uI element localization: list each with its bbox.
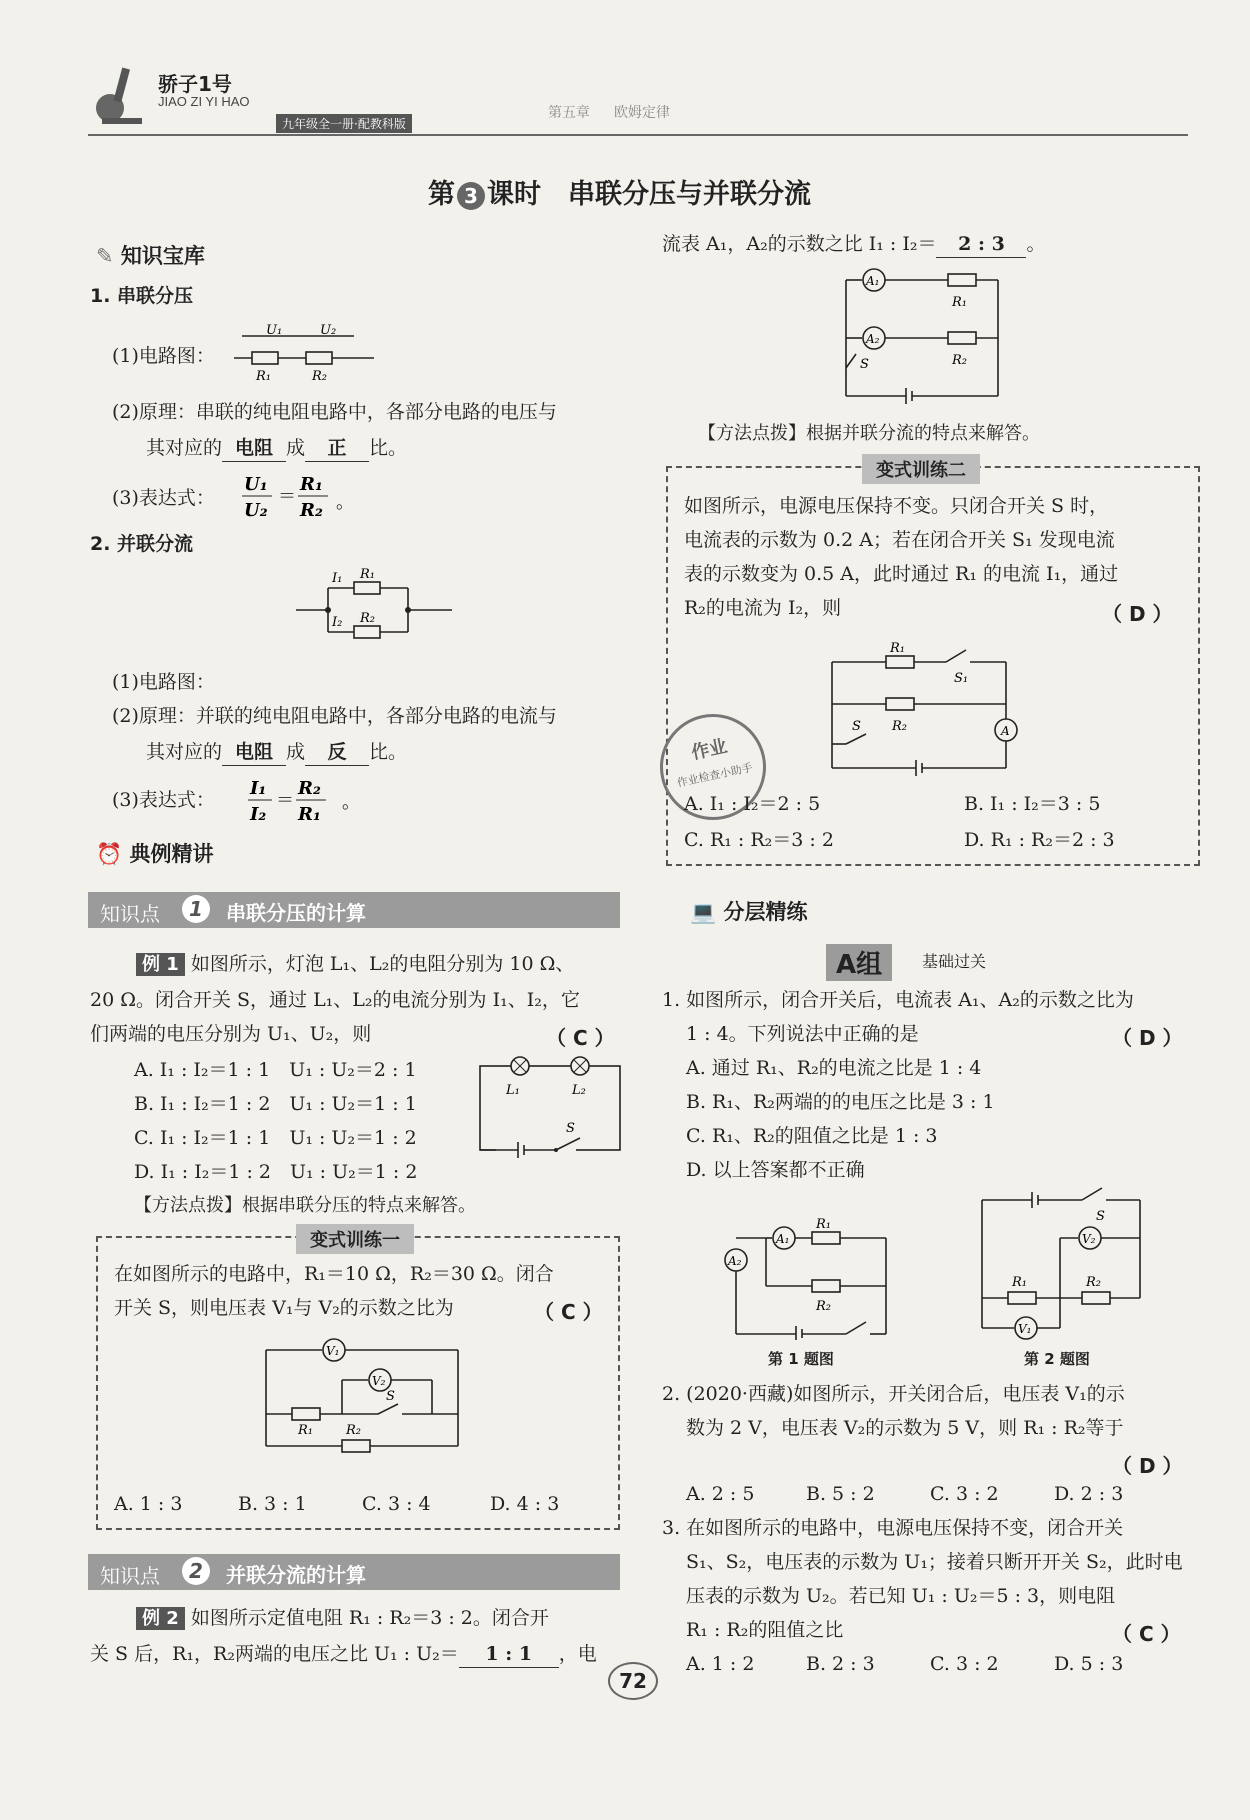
svg-text:S: S <box>1096 1209 1105 1224</box>
variant2-line3: 表的示数变为 0.5 A，此时通过 R₁ 的电流 I₁，通过 <box>684 563 1119 585</box>
example1-option-c: C. I₁ : I₂＝1 : 1 U₁ : U₂＝1 : 2 <box>134 1127 417 1149</box>
q1-option-c: C. R₁、R₂的阻值之比是 1 : 3 <box>686 1125 938 1147</box>
section-knowledge: ✎ 知识宝库 <box>96 244 205 268</box>
svg-text:V₂: V₂ <box>1082 1232 1096 1246</box>
example1-option-b: B. I₁ : I₂＝1 : 2 U₁ : U₂＝1 : 1 <box>134 1093 417 1115</box>
chapter-label: 第五章 欧姆定律 <box>548 105 670 121</box>
example1-line1: 例 1 如图所示，灯泡 L₁、L₂的电阻分别为 10 Ω、 <box>136 952 574 977</box>
series-principle-line2: 其对应的 电阻 成 正 比。 <box>146 436 407 462</box>
svg-text:R₂: R₂ <box>892 719 907 734</box>
q2-line2: 数为 2 V，电压表 V₂的示数为 5 V，则 R₁ : R₂等于 <box>686 1417 1124 1439</box>
brand-name: 骄子1号 <box>158 72 232 96</box>
variant2-option-c: C. R₁ : R₂＝3 : 2 <box>684 829 834 851</box>
microscope-logo-icon <box>88 64 150 126</box>
q3-option-d: D. 5 : 3 <box>1054 1653 1124 1675</box>
parallel-principle-line1: (2)原理：并联的纯电阻电路中，各部分电路的电流与 <box>112 705 557 727</box>
q2-option-c: C. 3 : 2 <box>930 1483 999 1505</box>
svg-text:I₁: I₁ <box>332 571 343 586</box>
variant1-option-c: C. 3 : 4 <box>362 1493 431 1515</box>
series-expression-label: (3)表达式： <box>112 487 215 509</box>
svg-text:U₁: U₁ <box>244 474 268 495</box>
q1-circuit-diagram <box>716 1210 896 1340</box>
svg-text:L₂: L₂ <box>572 1083 586 1098</box>
group-a-subtitle: 基础过关 <box>922 952 987 971</box>
group-a-badge: A组 <box>826 944 892 981</box>
svg-text:R₁: R₁ <box>300 474 323 495</box>
q3-answer: （ C ） <box>1112 1622 1181 1646</box>
svg-text:V₁: V₁ <box>1018 1322 1032 1336</box>
item-series-diagram-label: (1)电路图： <box>112 345 215 367</box>
q2-option-b: B. 5 : 2 <box>806 1483 875 1505</box>
variant2-option-a: A. I₁ : I₂＝2 : 5 <box>684 793 821 815</box>
svg-text:S: S <box>860 357 869 372</box>
q2-circuit-diagram <box>972 1180 1152 1340</box>
q3-option-a: A. 1 : 2 <box>686 1653 755 1675</box>
variant2-line1: 如图所示，电源电压保持不变。只闭合开关 S 时， <box>684 495 1109 517</box>
svg-text:L₁: L₁ <box>506 1083 520 1098</box>
variant-training-2-tag: 变式训练二 <box>862 454 980 484</box>
item-parallel: 2. 并联分流 <box>90 533 194 555</box>
method-tip-1: 【方法点拨】根据串联分压的特点来解答。 <box>134 1195 476 1216</box>
section-examples: ⏰ 典例精讲 <box>96 842 214 866</box>
svg-text:A₁: A₁ <box>776 1232 790 1246</box>
page-number: 72 <box>608 1662 658 1700</box>
svg-text:R₂: R₂ <box>816 1299 831 1314</box>
q3-line2: S₁、S₂，电压表的示数为 U₁；接着只断开开关 S₂，此时电 <box>686 1551 1183 1573</box>
example2-line1: 例 2 如图所示定值电阻 R₁ : R₂＝3 : 2。闭合开 <box>136 1606 549 1631</box>
svg-text:。: 。 <box>342 792 360 813</box>
variant2-line2: 电流表的示数为 0.2 A；若在闭合开关 S₁ 发现电流 <box>684 529 1115 551</box>
svg-text:I₂: I₂ <box>250 804 267 825</box>
q3-line3: 压表的示数为 U₂。若已知 U₁ : U₂＝5 : 3，则电阻 <box>686 1585 1116 1607</box>
q2-option-d: D. 2 : 3 <box>1054 1483 1124 1505</box>
variant1-option-d: D. 4 : 3 <box>490 1493 560 1515</box>
svg-text:R₁: R₁ <box>890 641 905 656</box>
q1-option-a: A. 通过 R₁、R₂的电流之比是 1 : 4 <box>686 1057 982 1079</box>
svg-text:R₂: R₂ <box>1086 1275 1101 1290</box>
q2-figure-caption: 第 2 题图 <box>1024 1350 1090 1368</box>
variant2-option-b: B. I₁ : I₂＝3 : 5 <box>964 793 1101 815</box>
svg-text:R₂: R₂ <box>952 353 967 368</box>
variant2-option-d: D. R₁ : R₂＝2 : 3 <box>964 829 1115 851</box>
svg-text:R₁: R₁ <box>298 1423 313 1438</box>
lesson-title: 第 3 课时 串联分压与并联分流 <box>428 179 811 210</box>
variant2-answer: （ D ） <box>1102 602 1173 626</box>
variant-training-1-tag: 变式训练一 <box>296 1224 414 1254</box>
section-practice: 💻 分层精练 <box>690 900 808 924</box>
svg-text:。: 。 <box>336 492 354 513</box>
method-tip-2: 【方法点拨】根据并联分流的特点来解答。 <box>698 423 1040 444</box>
q2-answer: （ D ） <box>1112 1454 1183 1478</box>
svg-text:A₂: A₂ <box>728 1254 742 1268</box>
svg-text:U₁: U₁ <box>266 323 283 338</box>
svg-text:＝: ＝ <box>278 486 296 507</box>
series-circuit-diagram <box>234 322 384 384</box>
svg-text:R₁: R₁ <box>952 295 967 310</box>
svg-text:S: S <box>566 1121 575 1136</box>
example2-line2: 关 S 后，R₁，R₂两端的电压之比 U₁ : U₂＝ 1 : 1 ，电 <box>90 1642 597 1668</box>
homework-stamp: 作业 作业检查小助手 <box>650 704 776 830</box>
q3-line1: 3. 在如图所示的电路中，电源电压保持不变，闭合开关 <box>662 1517 1124 1539</box>
svg-text:R₂: R₂ <box>298 778 321 799</box>
example1-option-d: D. I₁ : I₂＝1 : 2 U₁ : U₂＝1 : 2 <box>134 1161 418 1183</box>
parallel-circuit-diagram <box>296 566 456 650</box>
svg-text:R₁: R₁ <box>360 567 375 582</box>
svg-text:R₁: R₁ <box>256 369 271 384</box>
series-principle-line1: (2)原理：串联的纯电阻电路中，各部分电路的电压与 <box>112 401 557 423</box>
variant1-option-a: A. 1 : 3 <box>114 1493 183 1515</box>
q1-answer: （ D ） <box>1112 1026 1183 1050</box>
example1-circuit-diagram <box>476 1056 626 1160</box>
brand-english: JIAO ZI YI HAO <box>158 94 250 109</box>
svg-text:R₁: R₁ <box>1012 1275 1027 1290</box>
q3-line4: R₁ : R₂的阻值之比 <box>686 1619 844 1641</box>
svg-text:A: A <box>1001 724 1010 738</box>
edition-label: 九年级全一册·配教科版 <box>276 114 412 133</box>
variant2-line4: R₂的电流为 I₂，则 <box>684 597 842 619</box>
svg-text:＝: ＝ <box>276 790 294 811</box>
q2-line1: 2. (2020·西藏)如图所示，开关闭合后，电压表 V₁的示 <box>662 1383 1125 1405</box>
q2-option-a: A. 2 : 5 <box>686 1483 755 1505</box>
svg-text:S₁: S₁ <box>954 671 969 686</box>
svg-text:V₁: V₁ <box>326 1344 340 1358</box>
svg-text:R₁: R₁ <box>298 804 321 825</box>
page-header <box>88 58 1188 136</box>
variant1-circuit-diagram <box>262 1330 472 1470</box>
q3-option-c: C. 3 : 2 <box>930 1653 999 1675</box>
q1-line2: 1 : 4。下列说法中正确的是 <box>686 1023 919 1045</box>
svg-text:U₂: U₂ <box>320 323 337 338</box>
svg-text:R₂: R₂ <box>312 369 327 384</box>
svg-text:V₂: V₂ <box>372 1374 386 1388</box>
parallel-principle-line2: 其对应的 电阻 成 反 比。 <box>146 740 407 766</box>
variant1-line2: 开关 S，则电压表 V₁与 V₂的示数之比为 <box>114 1297 454 1319</box>
svg-text:R₁: R₁ <box>816 1217 831 1232</box>
example2-continued: 流表 A₁，A₂的示数之比 I₁ : I₂＝ 2 : 3 。 <box>662 232 1046 258</box>
example1-option-a: A. I₁ : I₂＝1 : 1 U₁ : U₂＝2 : 1 <box>134 1059 417 1081</box>
example2-circuit-diagram <box>836 264 1006 404</box>
item-series: 1. 串联分压 <box>90 285 194 307</box>
knowledge-point-1: 知识点 1 串联分压的计算 <box>88 892 620 928</box>
svg-text:I₁: I₁ <box>250 778 267 799</box>
q3-option-b: B. 2 : 3 <box>806 1653 875 1675</box>
svg-text:A₁: A₁ <box>866 274 880 288</box>
variant1-option-b: B. 3 : 1 <box>238 1493 307 1515</box>
variant1-line1: 在如图所示的电路中，R₁＝10 Ω，R₂＝30 Ω。闭合 <box>114 1263 554 1285</box>
svg-text:R₂: R₂ <box>346 1423 361 1438</box>
q1-figure-caption: 第 1 题图 <box>768 1350 834 1368</box>
svg-text:R₂: R₂ <box>300 500 323 521</box>
svg-text:S: S <box>386 1389 395 1404</box>
variant2-circuit-diagram <box>826 634 1026 780</box>
parallel-expression-label: (3)表达式： <box>112 789 215 811</box>
variant1-answer: （ C ） <box>534 1300 603 1324</box>
example1-line2: 20 Ω。闭合开关 S，通过 L₁、L₂的电流分别为 I₁、I₂，它 <box>90 989 580 1011</box>
svg-text:S: S <box>852 719 861 734</box>
series-formula <box>240 468 360 526</box>
svg-text:U₂: U₂ <box>244 500 268 521</box>
svg-text:I₂: I₂ <box>332 615 343 630</box>
q1-line1: 1. 如图所示，闭合开关后，电流表 A₁、A₂的示数之比为 <box>662 989 1134 1011</box>
item-parallel-diagram-label: (1)电路图： <box>112 671 215 693</box>
q1-option-b: B. R₁、R₂两端的的电压之比是 3 : 1 <box>686 1091 995 1113</box>
q1-option-d: D. 以上答案都不正确 <box>686 1159 865 1181</box>
svg-text:A₂: A₂ <box>866 332 880 346</box>
svg-text:R₂: R₂ <box>360 611 375 626</box>
knowledge-point-2: 知识点 2 并联分流的计算 <box>88 1554 620 1590</box>
parallel-formula <box>246 772 366 830</box>
example1-answer: （ C ） <box>546 1026 615 1050</box>
example1-line3: 们两端的电压分别为 U₁、U₂，则 <box>90 1023 372 1045</box>
